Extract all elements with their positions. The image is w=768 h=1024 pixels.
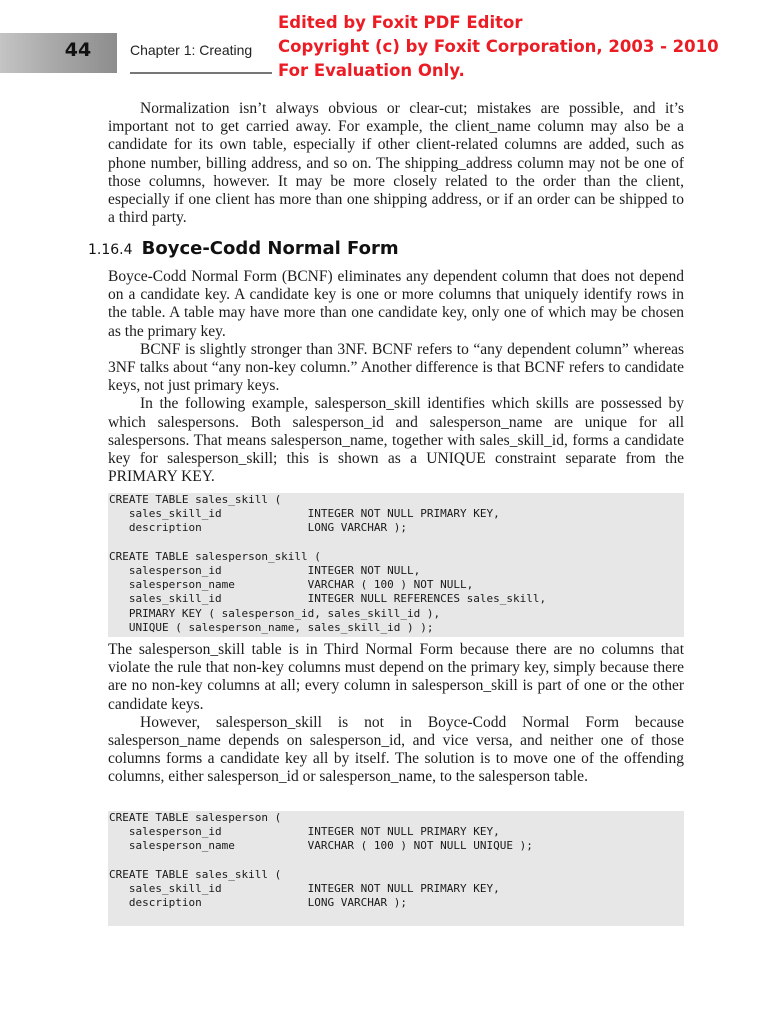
intro-paragraph [108, 100, 684, 227]
after-code-paragraph-1: The salesperson_skill table is in Third Normal Form because there are no columns that violate the rule that non-key columns must depend on the primary key, simply because there are no non-key columns at all; every column in salesperson_skill is part of one or the other candidate keys. [108, 641, 684, 713]
foxit-watermark [278, 11, 719, 83]
code-block-1: CREATE TABLE sales_skill ( sales_skill_id INTEGER NOT NULL PRIMARY KEY, description LONG VARCHAR ); CREATE TABLE salesperson_skill ( salesperson_id INTEGER NOT NULL, salesperson_name VARCHAR ( 100 ) NOT NULL, sales_skill_id INTEGER NULL REFERENCES sales_skill, PRIMARY KEY ( salesperson_id, sales_skill_id ), UNIQUE ( salesperson_name, sales_skill_id ) ); [108, 493, 684, 637]
bcnf-paragraphs [108, 268, 684, 486]
section-title: Boyce-Codd Normal Form [141, 238, 399, 259]
bcnf-paragraph-3: In the following example, salesperson_skill identifies which skills are possessed by which salespersons. Both salesperson_id and salesperson_name are unique for all salespersons. That means salesperson_name, together with sales_skill_id, forms a candidate key for salesperson_skill; this is shown as a UNIQUE constraint separate from the PRIMARY KEY. [108, 395, 684, 486]
chapter-heading: Chapter 1: Creating [130, 42, 253, 58]
page-number: 44 [64, 39, 92, 61]
after-code-paragraph-2: However, salesperson_skill is not in Boyce-Codd Normal Form because salesperson_name depends on salesperson_id, and vice versa, and neither one of those columns forms a candidate key all by itself. The solution is to move one of the offending columns, either salesperson_id or salesperson_name, to the salesperson table. [108, 713, 684, 786]
section-heading [88, 238, 399, 259]
intro-paragraph-text: Normalization isn’t always obvious or clear-cut; mistakes are possible, and it’s important not to get carried away. For example, the client_name column may also be a candidate for its own table, especially if other client-related columns are added, such as phone number, billing address, and so on. The shipping_address column may not be one of those columns, however. It may be more closely related to the order than the client, especially if one client has more than one shipping address, or if an order can be shipped to a third party. [108, 100, 684, 227]
code-block-2: CREATE TABLE salesperson ( salesperson_id INTEGER NOT NULL PRIMARY KEY, salesperson_name VARCHAR ( 100 ) NOT NULL UNIQUE ); CREATE TABLE sales_skill ( sales_skill_id INTEGER NOT NULL PRIMARY KEY, description LONG VARCHAR ); [108, 811, 684, 926]
bcnf-paragraph-2: BCNF is slightly stronger than 3NF. BCNF refers to “any dependent column” whereas 3NF talks about “any non-key column.” Another difference is that BCNF refers to candidate keys, not just primary keys. [108, 340, 684, 395]
section-number: 1.16.4 [88, 242, 133, 258]
bcnf-paragraph-1: Boyce-Codd Normal Form (BCNF) eliminates any dependent column that does not depend on a candidate key. A candidate key is one or more columns that uniquely identify rows in the table. A table may have more than one candidate key, only one of which may be chosen as the primary key. [108, 268, 684, 340]
watermark-line-1: Edited by Foxit PDF Editor [278, 13, 523, 32]
watermark-line-3: For Evaluation Only. [278, 61, 465, 80]
chapter-rule [130, 72, 272, 74]
after-code-paragraphs [108, 641, 684, 787]
watermark-line-2: Copyright (c) by Foxit Corporation, 2003 - 2010 [278, 37, 719, 56]
